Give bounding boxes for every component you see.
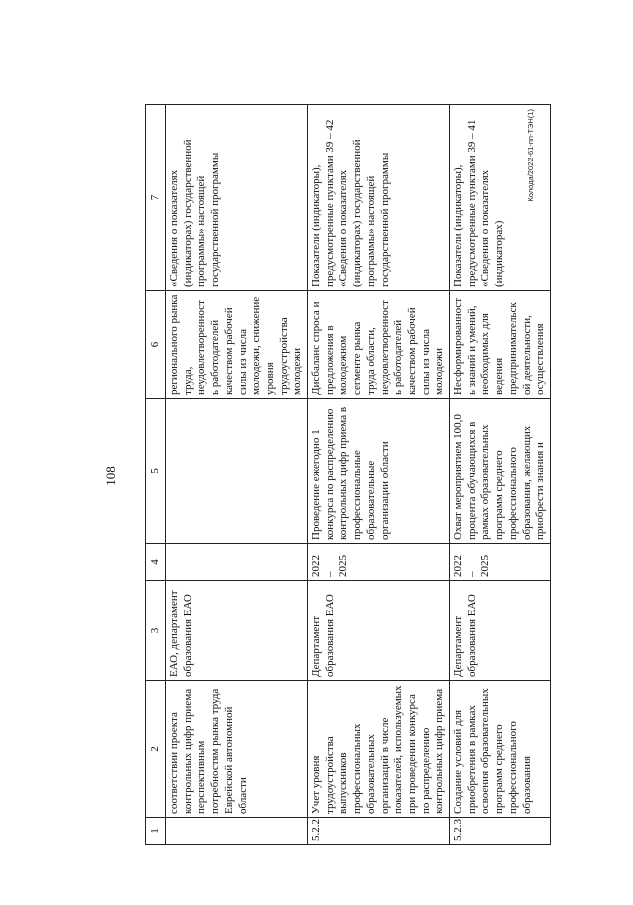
table-header-row <box>146 105 166 845</box>
document-code: Колода/2022-61-пп-ТЭН(1) <box>526 109 535 202</box>
header-cell: 6 <box>146 291 166 399</box>
cell-period <box>166 544 308 581</box>
document-page <box>92 103 547 849</box>
cell-period: 2022 – 2025 <box>308 544 450 581</box>
page-number: 108 <box>103 466 118 486</box>
cell-indicators: Показатели (индикаторы), предусмотренные пунктами 39 – 42 «Сведения о показателях (индикаторах) государственной программы» настоящей государственной программы <box>308 105 450 291</box>
header-cell: 2 <box>146 681 166 818</box>
cell-result <box>166 399 308 544</box>
header-cell: 4 <box>146 544 166 581</box>
cell-number: 5.2.3 <box>450 818 551 845</box>
rotated-page-content <box>92 103 547 849</box>
header-cell: 7 <box>146 105 166 291</box>
cell-indicators: «Сведения о показателях (индикаторах) государственной программы» настоящей государственной программы <box>166 105 308 291</box>
cell-executor: ЕАО, департамент образования ЕАО <box>166 581 308 681</box>
cell-result: Охват мероприятием 100,0 процента обучающихся в рамках образовательных программ среднего профессионального образования, желающих приобрести знания и <box>450 399 551 544</box>
table-row <box>166 105 308 845</box>
cell-activity: соответствии проекта контрольных цифр приема перспективным потребностям рынка труда Еврейской автономной области <box>166 681 308 818</box>
table-row <box>308 105 450 845</box>
cell-period: 2022 – 2025 <box>450 544 551 581</box>
header-cell: 5 <box>146 399 166 544</box>
header-cell: 3 <box>146 581 166 681</box>
cell-activity: Создание условий для приобретения в рамках освоения образовательных программ среднего профессионального образования <box>450 681 551 818</box>
header-cell: 1 <box>146 818 166 845</box>
cell-consequences: регионального рынка труда, неудовлетворенност ь работодателей качеством рабочей силы из числа молодежи, снижение уровня трудоустройства молодежи <box>166 291 308 399</box>
table-row <box>450 105 551 845</box>
cell-activity: Учет уровня трудоустройства выпускников профессиональных образовательных организаций в числе показателей, используемых при проведении конкурса по распределению контрольных цифр приема <box>308 681 450 818</box>
cell-number <box>166 818 308 845</box>
cell-number: 5.2.2 <box>308 818 450 845</box>
cell-executor: Департамент образования ЕАО <box>308 581 450 681</box>
program-measures-table <box>145 104 551 845</box>
cell-consequences: Несформированност ь знаний и умений, необходимых для ведения предпринимательск ой деятельности, осуществления <box>450 291 551 399</box>
cell-indicators: Показатели (индикаторы), предусмотренные пунктами 39 – 41 «Сведения о показателях (индикаторах) <box>450 105 551 291</box>
cell-consequences: Дисбаланс спроса и предложения в молодежном сегменте рынка труда области, неудовлетворенност ь работодателей качеством рабочей силы из числа молодежи <box>308 291 450 399</box>
cell-result: Проведение ежегодно 1 конкурса по распределению контрольных цифр приема в профессиональные образовательные организации области <box>308 399 450 544</box>
cell-executor: Департамент образования ЕАО <box>450 581 551 681</box>
